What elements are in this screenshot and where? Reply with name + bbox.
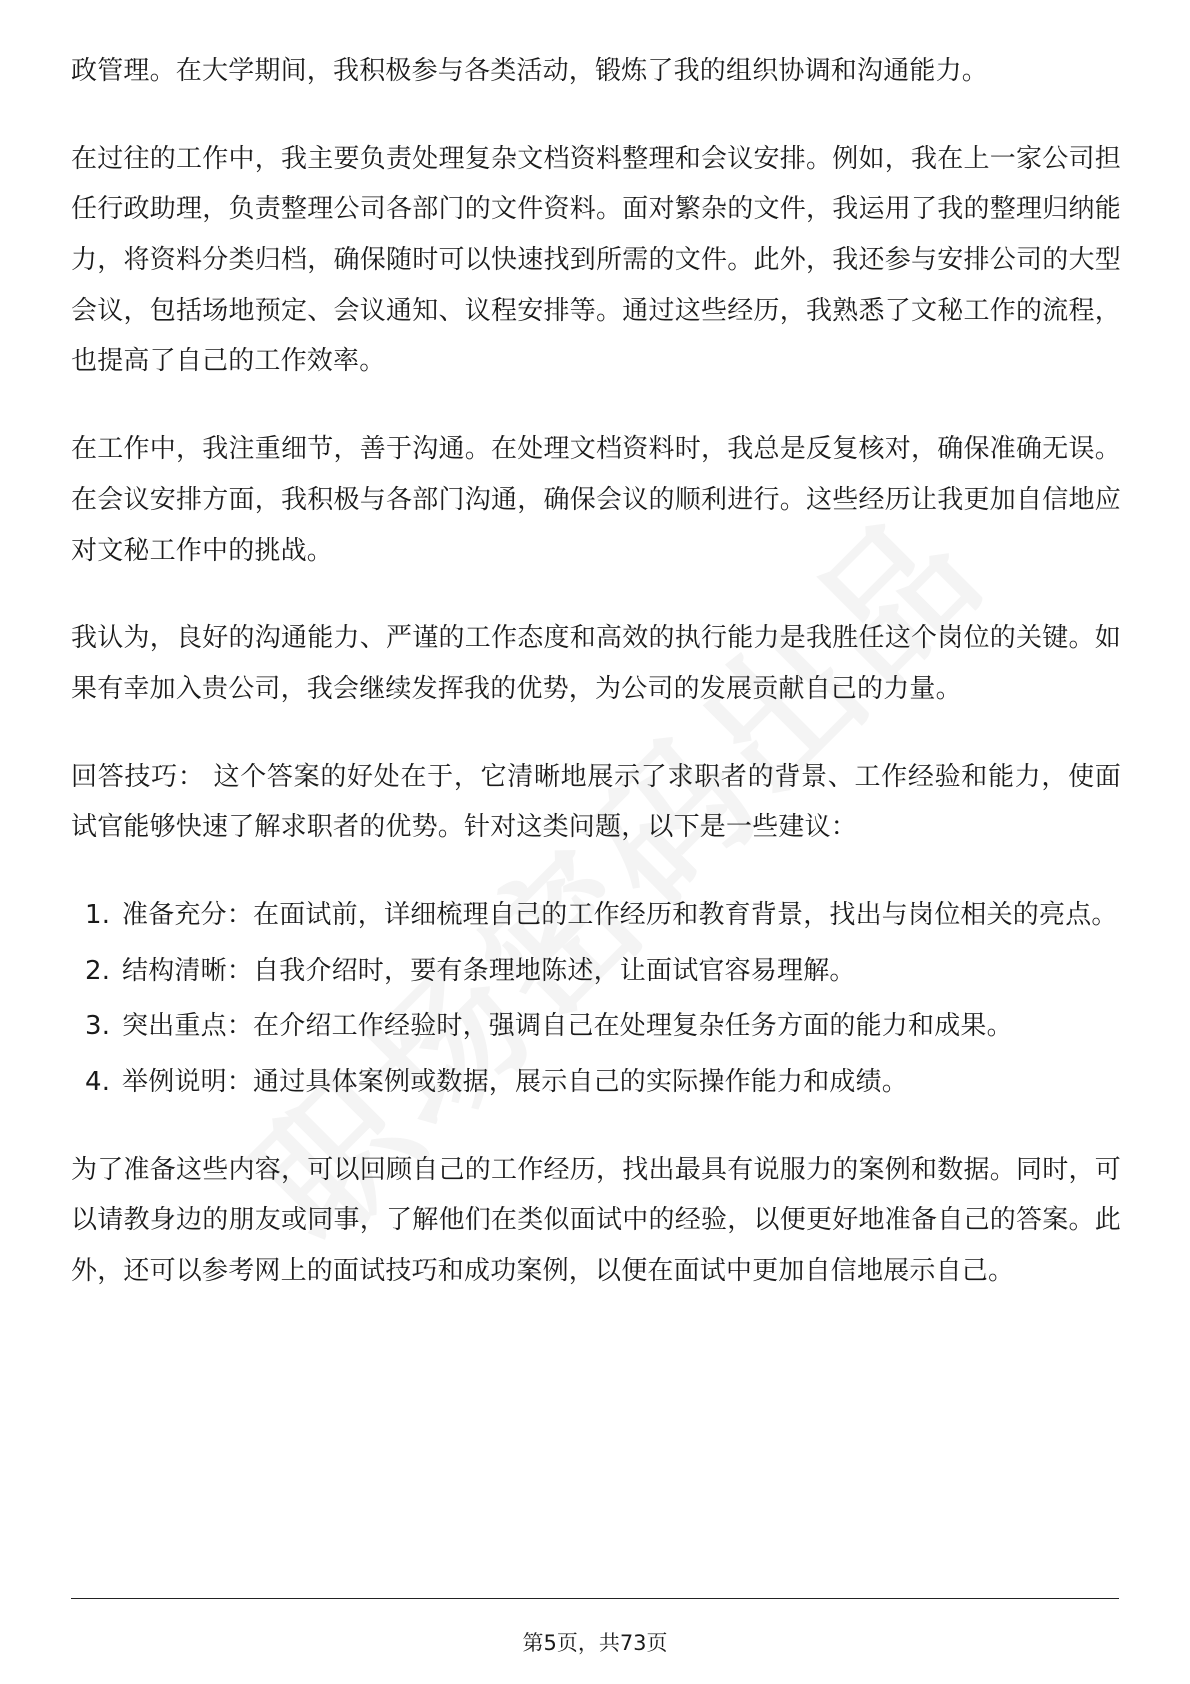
list-number: 2. xyxy=(85,955,111,986)
list-item xyxy=(85,890,1121,941)
paragraph-1: 政管理。在大学期间，我积极参与各类活动，锻炼了我的组织协调和沟通能力。 xyxy=(71,56,989,86)
list-number: 3. xyxy=(85,1011,111,1042)
list-number: 1. xyxy=(85,899,111,930)
tips-list xyxy=(71,890,1121,1108)
paragraph-6: 为了准备这些内容，可以回顾自己的工作经历，找出最具有说服力的案例和数据。同时，可以请教身边的朋友或同事，了解他们在类似面试中的经验，以便更好地准备自己的答案。此外，还可以参考网上的面试技巧和成功案例，以便在面试中更加自信地展示自己。 xyxy=(71,1154,1121,1287)
list-item-text: 突出重点：在介绍工作经验时，强调自己在处理复杂任务方面的能力和成果。 xyxy=(122,1011,1013,1042)
list-item xyxy=(85,1057,1121,1108)
paragraph-2: 在过往的工作中，我主要负责处理复杂文档资料整理和会议安排。例如，我在上一家公司担任行政助理，负责整理公司各部门的文件资料。面对繁杂的文件，我运用了我的整理归纳能力，将资料分类归档，确保随时可以快速找到所需的文件。此外，我还参与安排公司的大型会议，包括场地预定、会议通知、议程安排等。通过这些经历，我熟悉了文秘工作的流程，也提高了自己的工作效率。 xyxy=(71,143,1121,377)
list-item xyxy=(85,1001,1121,1052)
footer-divider xyxy=(71,1598,1119,1599)
paragraph-5: 回答技巧： 这个答案的好处在于，它清晰地展示了求职者的背景、工作经验和能力，使面试官能够快速了解求职者的优势。针对这类问题，以下是一些建议： xyxy=(71,761,1122,843)
list-item-text: 举例说明：通过具体案例或数据，展示自己的实际操作能力和成绩。 xyxy=(122,1067,909,1097)
list-item-text: 准备充分：在面试前，详细梳理自己的工作经历和教育背景，找出与岗位相关的亮点。 xyxy=(122,899,1118,930)
list-item xyxy=(85,946,1121,997)
list-item-text: 结构清晰：自我介绍时，要有条理地陈述，让面试官容易理解。 xyxy=(122,955,856,986)
paragraph-4: 我认为，良好的沟通能力、严谨的工作态度和高效的执行能力是我胜任这个岗位的关键。如果有幸加入贵公司，我会继续发挥我的优势，为公司的发展贡献自己的力量。 xyxy=(71,623,1121,704)
page-number: 第5页，共73页 xyxy=(522,1631,668,1655)
document-body xyxy=(71,46,1121,1334)
paragraph-3: 在工作中，我注重细节，善于沟通。在处理文档资料时，我总是反复核对，确保准确无误。在会议安排方面，我积极与各部门沟通，确保会议的顺利进行。这些经历让我更加自信地应对文秘工作中的挑战。 xyxy=(71,434,1121,566)
list-number: 4. xyxy=(85,1067,111,1097)
